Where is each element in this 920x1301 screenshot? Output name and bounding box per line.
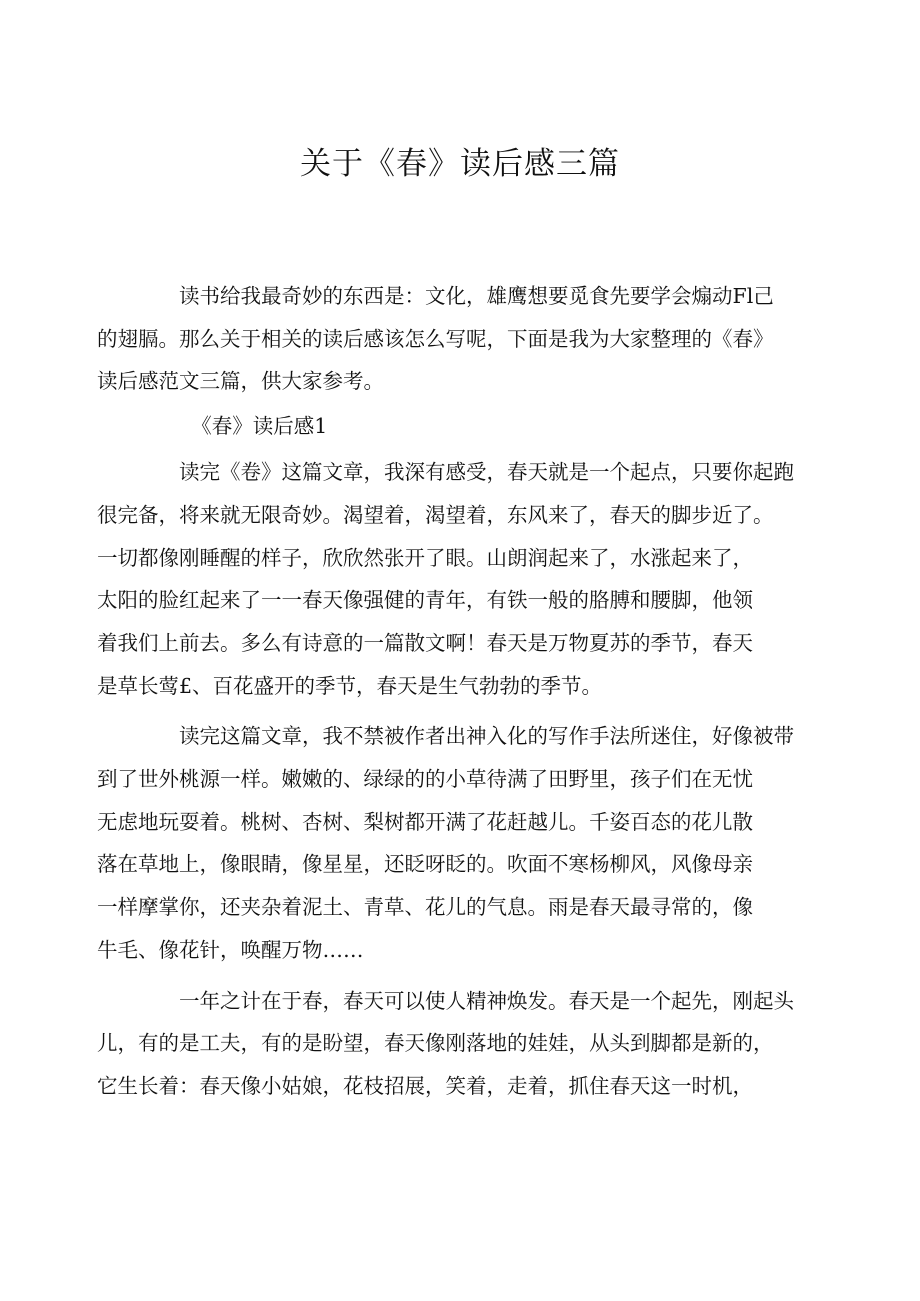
text-line: 读完这篇文章，我不禁被作者出神入化的写作手法所迷住，好像被带 — [179, 724, 794, 749]
text-line: 一切都像刚睡醒的样子，欣欣然张开了眼。山朗润起来了，水涨起来了， — [97, 545, 753, 570]
document-body — [97, 275, 798, 1108]
text-line: 牛毛、像花针，唤醒万物…… — [97, 937, 364, 962]
text-line: 读完《卷》这篇文章，我深有感受，春天就是一个起点，只要你起跑 — [179, 460, 794, 485]
text-line: 一年之计在于春，春天可以使人精神焕发。春天是一个起先，刚起头 — [179, 988, 794, 1013]
intro-paragraph — [97, 275, 798, 403]
text-line: 读后感范文三篇，供大家参考。 — [97, 369, 384, 394]
text-line: 着我们上前去。多么有诗意的一篇散文啊！春天是万物夏苏的季节，春天 — [97, 630, 753, 655]
text-line: 读书给我最奇妙的东西是：文化，雄鹰想要觅食先要学会煽动Fl己 — [179, 284, 774, 308]
body-paragraph-3 — [97, 980, 798, 1108]
text-line: 儿，有的是工夫，有的是盼望，春天像刚落地的娃娃，从头到脚都是新的， — [97, 1031, 774, 1056]
section-heading: 《春》读后感1 — [191, 414, 328, 439]
text-line: 一样摩掌你，还夹杂着泥土、青草、花儿的气息。雨是春天最寻常的，像 — [97, 895, 753, 920]
text-line: 很完备，将来就无限奇妙。渴望着，渴望着，东风来了，春天的脚步近了。 — [97, 502, 774, 527]
text-line: 到了世外桃源一样。嫩嫩的、绿绿的的小草待满了田野里，孩子们在无忧 — [97, 767, 753, 792]
text-line: 落在草地上，像眼睛，像星星，还眨呀眨的。吹面不寒杨柳风，风像母亲 — [97, 852, 753, 877]
text-line: 无虑地玩耍着。桃树、杏树、梨树都开满了花赶越儿。千姿百态的花儿散 — [97, 809, 753, 834]
text-line: 是草长莺£、百花盛开的季节，春天是生气勃勃的季节。 — [97, 673, 603, 698]
body-paragraph-1 — [97, 451, 798, 707]
text-line: 的翅膈。那么关于相关的读后感该怎么写呢，下面是我为大家整理的《春》 — [97, 326, 774, 351]
text-line: 太阳的脸红起来了一一春天像强健的青年，有铁一般的胳膊和腰脚，他领 — [97, 588, 753, 613]
body-paragraph-2 — [97, 715, 798, 971]
document-title: 关于《春》读后感三篇 — [300, 146, 620, 182]
text-line: 它生长着：春天像小姑娘，花枝招展，笑着，走着，抓住春天这一时机， — [97, 1073, 753, 1098]
